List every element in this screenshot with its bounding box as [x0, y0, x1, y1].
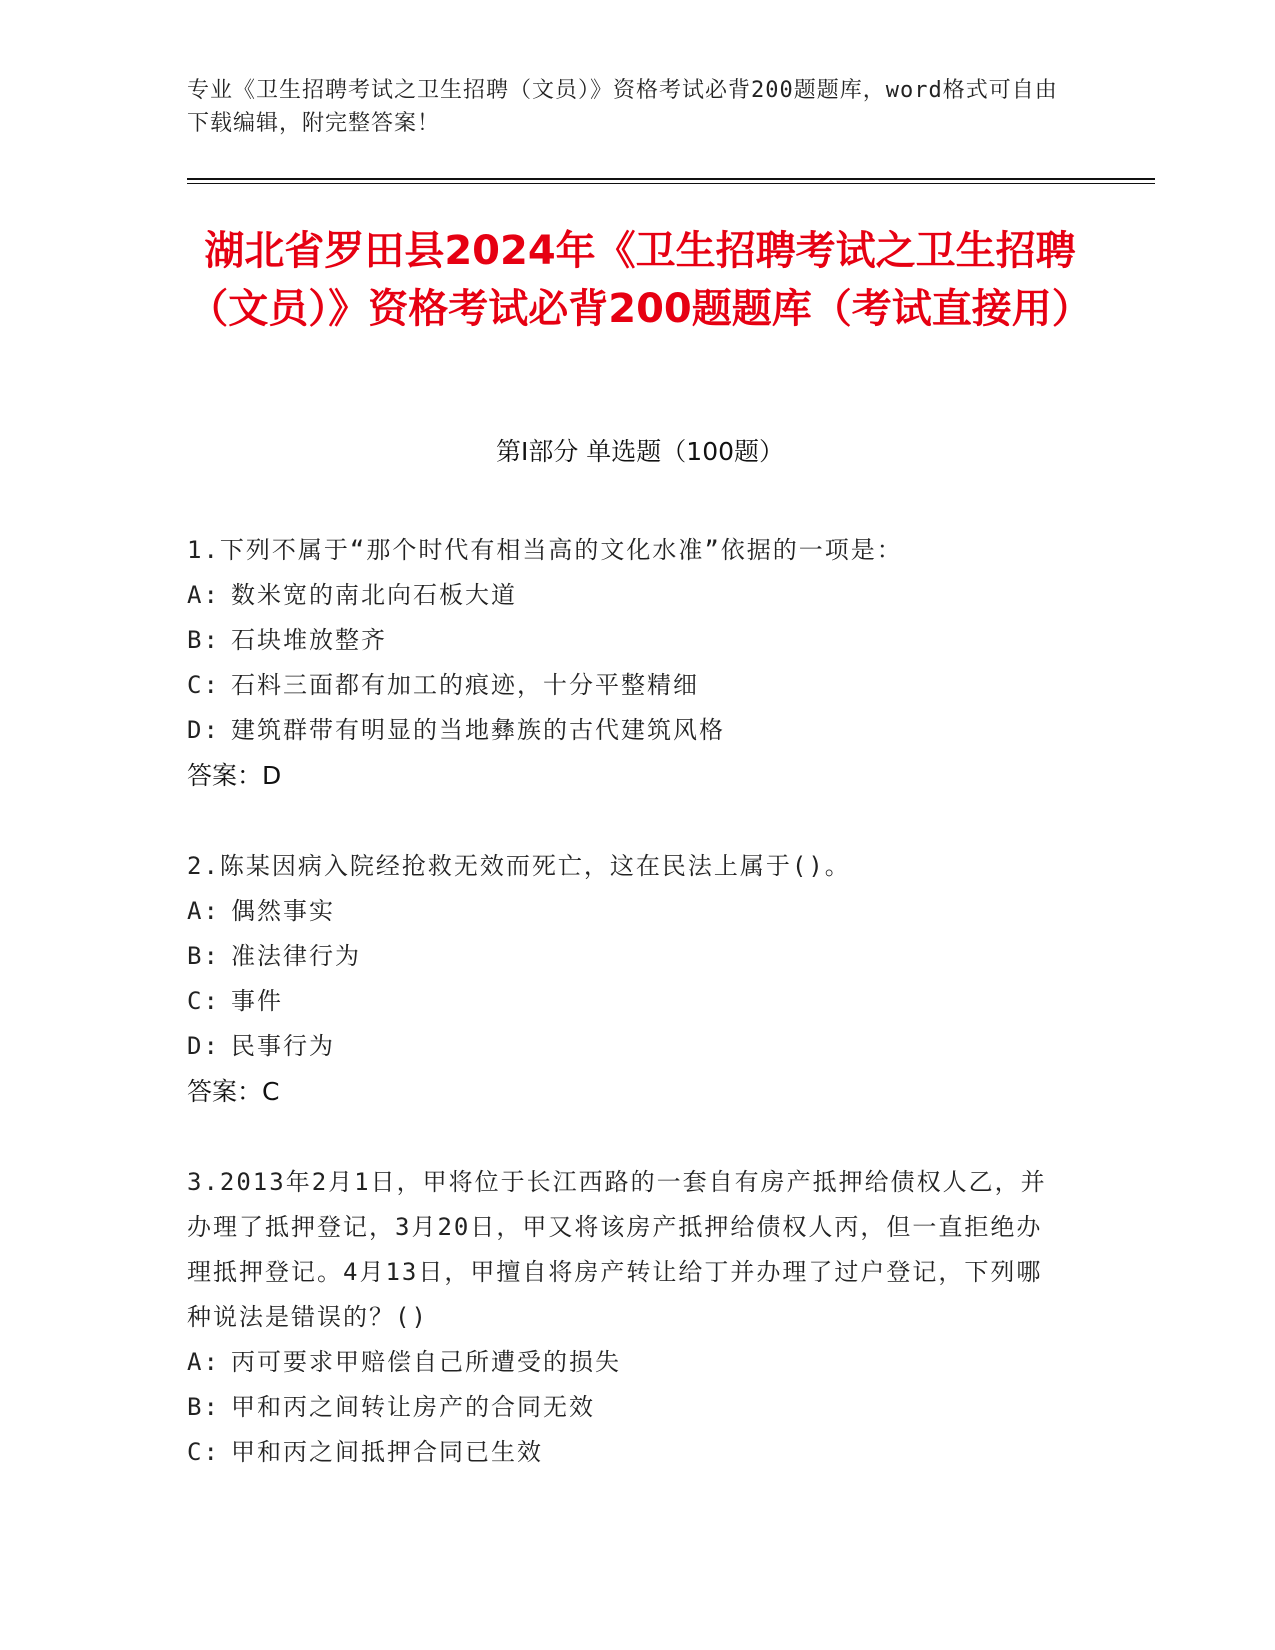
- question-list: [187, 528, 1087, 1521]
- option-key: D:: [187, 716, 220, 744]
- option-a: [187, 573, 1087, 618]
- option-c: [187, 979, 1087, 1024]
- option-text: 准法律行为: [231, 942, 361, 970]
- option-key: B:: [187, 942, 220, 970]
- question-stem: 3.2013年2月1日，甲将位于长江西路的一套自有房产抵押给债权人乙，并办理了抵押登记，3月20日，甲又将该房产抵押给债权人丙，但一直拒绝办理抵押登记。4月13日，甲擅自将房产转让给丁并办理了过户登记，下列哪种说法是错误的？(): [187, 1168, 1047, 1331]
- question-2: [187, 844, 1087, 1114]
- section-heading: 第Ⅰ部分 单选题（100题）: [495, 437, 785, 466]
- question-1: [187, 528, 1087, 798]
- option-text: 民事行为: [231, 1032, 335, 1060]
- option-text: 数米宽的南北向石板大道: [231, 581, 517, 609]
- option-c: [187, 663, 1087, 708]
- option-text: 建筑群带有明显的当地彝族的古代建筑风格: [231, 716, 725, 744]
- option-text: 石块堆放整齐: [231, 626, 387, 654]
- option-text: 石料三面都有加工的痕迹，十分平整精细: [231, 671, 699, 699]
- option-key: A:: [187, 1348, 220, 1376]
- header-rule-thin: [187, 183, 1155, 184]
- option-key: C:: [187, 987, 220, 1015]
- option-a: [187, 1340, 1087, 1385]
- header-rule-thick: [187, 178, 1155, 180]
- option-text: 丙可要求甲赔偿自己所遭受的损失: [231, 1348, 621, 1376]
- option-key: C:: [187, 1438, 220, 1466]
- answer-line: 答案：C: [187, 1077, 280, 1106]
- option-d: [187, 708, 1087, 753]
- question-stem: 2.陈某因病入院经抢救无效而死亡，这在民法上属于()。: [187, 852, 851, 880]
- question-3: [187, 1160, 1087, 1475]
- document-title: 湖北省罗田县2024年《卫生招聘考试之卫生招聘（文员）》资格考试必背200题题库（考试直接用）: [188, 228, 1092, 332]
- option-c: [187, 1430, 1087, 1475]
- question-stem: 1.下列不属于“那个时代有相当高的文化水准”依据的一项是：: [187, 536, 903, 564]
- option-key: A:: [187, 897, 220, 925]
- option-text: 偶然事实: [231, 897, 335, 925]
- option-a: [187, 889, 1087, 934]
- answer-line: 答案：D: [187, 761, 282, 790]
- option-b: [187, 934, 1087, 979]
- option-text: 事件: [231, 987, 283, 1015]
- option-text: 甲和丙之间转让房产的合同无效: [231, 1393, 595, 1421]
- option-key: C:: [187, 671, 220, 699]
- option-b: [187, 618, 1087, 663]
- option-key: B:: [187, 1393, 220, 1421]
- option-key: D:: [187, 1032, 220, 1060]
- option-text: 甲和丙之间抵押合同已生效: [231, 1438, 543, 1466]
- header-note: 专业《卫生招聘考试之卫生招聘（文员）》资格考试必背200题题库，word格式可自由下载编辑，附完整答案！: [187, 78, 1058, 136]
- option-key: A:: [187, 581, 220, 609]
- option-b: [187, 1385, 1087, 1430]
- option-key: B:: [187, 626, 220, 654]
- option-d: [187, 1024, 1087, 1069]
